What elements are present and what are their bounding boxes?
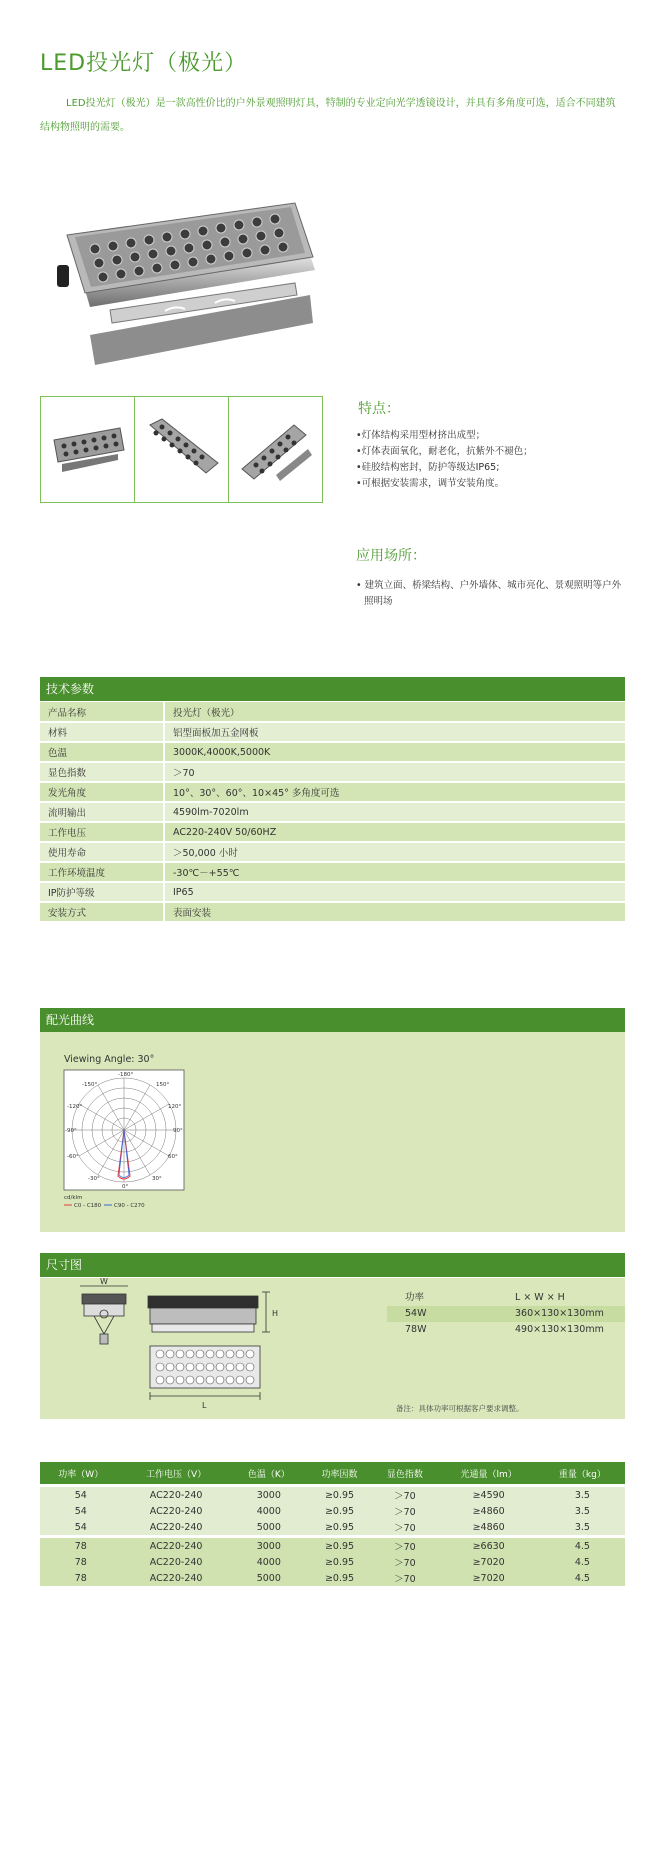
curve-panel: [40, 1032, 625, 1232]
spec-value: ＞70: [164, 762, 625, 782]
spec-key: 安装方式: [40, 902, 164, 922]
table-header-row: [40, 1462, 625, 1484]
table-cell: AC220-240: [122, 1538, 231, 1554]
tech-section-header: 技术参数: [40, 677, 625, 701]
table-row: [40, 762, 625, 782]
spec-value: 10°、30°、60°、10×45° 多角度可选: [164, 782, 625, 802]
tech-spec-table: [40, 702, 625, 923]
spec-value: 表面安装: [164, 902, 625, 922]
dimension-drawing: [40, 1278, 390, 1419]
table-cell: ＞70: [372, 1570, 437, 1586]
table-row: [40, 842, 625, 862]
column-header: 光通量（lm）: [438, 1462, 540, 1484]
applications-title: 应用场所：: [356, 548, 426, 564]
dim-power: 54W: [405, 1308, 427, 1319]
table-cell: ≥0.95: [307, 1503, 372, 1519]
table-cell: 4.5: [540, 1538, 625, 1554]
applications-list: [356, 578, 626, 610]
spec-key: 显色指数: [40, 762, 164, 782]
table-cell: 4000: [231, 1554, 307, 1570]
thumbnail-front[interactable]: [41, 397, 135, 502]
spec-key: 材料: [40, 722, 164, 742]
product-hero-image: [55, 195, 365, 365]
angle-label: -150°: [82, 1082, 98, 1088]
dim-power: 78W: [405, 1324, 427, 1335]
table-row: [40, 822, 625, 842]
table-row: [387, 1306, 625, 1322]
unit-label: cd/klm: [64, 1195, 83, 1201]
height-label: H: [272, 1309, 279, 1318]
spec-value: 投光灯（极光）: [164, 702, 625, 722]
angle-label: -180°: [118, 1072, 134, 1078]
table-cell: AC220-240: [122, 1570, 231, 1586]
table-cell: ≥0.95: [307, 1519, 372, 1535]
table-cell: ≥0.95: [307, 1487, 372, 1503]
list-item: •可根据安装需求，调节安装角度。: [356, 478, 505, 489]
table-cell: 78: [40, 1570, 122, 1586]
spec-key: 工作环境温度: [40, 862, 164, 882]
dim-header-power: 功率: [405, 1292, 425, 1303]
thumbnail-top[interactable]: [135, 397, 229, 502]
table-cell: ≥0.95: [307, 1570, 372, 1586]
table-cell: ≥4860: [438, 1503, 540, 1519]
table-cell: 54: [40, 1503, 122, 1519]
features-list: [356, 428, 533, 492]
table-cell: AC220-240: [122, 1554, 231, 1570]
table-cell: 4.5: [540, 1570, 625, 1586]
table-cell: 5000: [231, 1519, 307, 1535]
column-header: 显色指数: [372, 1462, 437, 1484]
polar-curve-chart: [40, 1032, 625, 1232]
dimension-section-header: 尺寸图: [40, 1253, 625, 1277]
legend-c90: C90 - C270: [114, 1203, 145, 1209]
table-cell: AC220-240: [122, 1487, 231, 1503]
table-cell: ＞70: [372, 1538, 437, 1554]
table-cell: ≥4860: [438, 1519, 540, 1535]
spec-key: 使用寿命: [40, 842, 164, 862]
table-cell: ≥0.95: [307, 1554, 372, 1570]
angle-label: 120°: [168, 1104, 182, 1110]
intro-paragraph: LED投光灯（极光）是一款高性价比的户外景观照明灯具，特制的专业定向光学透镜设计，并具有多角度可选，适合不同建筑结构物照明的需要。: [40, 98, 616, 133]
table-row: [40, 862, 625, 882]
spec-value: 4590lm-7020lm: [164, 802, 625, 822]
spec-key: 流明输出: [40, 802, 164, 822]
table-row: [387, 1290, 625, 1306]
column-header: 重量（kg）: [540, 1462, 625, 1484]
table-cell: ＞70: [372, 1503, 437, 1519]
angle-label: 0°: [122, 1184, 129, 1190]
table-row: [40, 782, 625, 802]
width-label: W: [100, 1278, 108, 1286]
spec-value: 3000K,4000K,5000K: [164, 742, 625, 762]
list-item: •硅胶结构密封，防护等级达IP65;: [356, 462, 500, 473]
table-row: [40, 1487, 625, 1503]
table-row: [40, 802, 625, 822]
spec-value: -30℃－+55℃: [164, 862, 625, 882]
table-cell: 3000: [231, 1538, 307, 1554]
table-cell: ≥6630: [438, 1538, 540, 1554]
spec-value: IP65: [164, 882, 625, 902]
angle-label: -30°: [88, 1176, 100, 1182]
dim-header-lwh: L × W × H: [515, 1292, 565, 1303]
table-row: [40, 1519, 625, 1535]
list-item: •灯体表面氧化，耐老化，抗紫外不褪色；: [356, 446, 533, 457]
table-cell: 3.5: [540, 1487, 625, 1503]
table-cell: ≥0.95: [307, 1538, 372, 1554]
angle-label: 150°: [156, 1082, 170, 1088]
spec-value: ＞50,000 小时: [164, 842, 625, 862]
thumbnail-side[interactable]: [229, 397, 322, 502]
spec-value: 铝型面板加五金网板: [164, 722, 625, 742]
table-row: [40, 882, 625, 902]
table-cell: ＞70: [372, 1554, 437, 1570]
table-cell: ≥7020: [438, 1570, 540, 1586]
table-cell: 5000: [231, 1570, 307, 1586]
dim-size: 360×130×130mm: [515, 1308, 604, 1319]
column-header: 工作电压（V）: [122, 1462, 231, 1484]
performance-table: [40, 1462, 625, 1586]
dim-size: 490×130×130mm: [515, 1324, 604, 1335]
viewing-angle-label: Viewing Angle: 30°: [64, 1054, 155, 1065]
legend-c0: C0 - C180: [74, 1203, 102, 1209]
table-row: [40, 722, 625, 742]
table-row: [40, 1503, 625, 1519]
spec-key: IP防护等级: [40, 882, 164, 902]
table-cell: 3.5: [540, 1503, 625, 1519]
table-cell: ＞70: [372, 1487, 437, 1503]
angle-label: 30°: [152, 1176, 162, 1182]
table-cell: 3.5: [540, 1519, 625, 1535]
column-header: 色温（K）: [231, 1462, 307, 1484]
features-title: 特点：: [358, 401, 400, 417]
curve-section-header: 配光曲线: [40, 1008, 625, 1032]
angle-label: -120°: [67, 1104, 83, 1110]
table-row: [40, 702, 625, 722]
table-cell: 78: [40, 1554, 122, 1570]
length-label: L: [202, 1401, 207, 1410]
table-cell: 3000: [231, 1487, 307, 1503]
spec-key: 色温: [40, 742, 164, 762]
list-item: •灯体结构采用型材挤出成型；: [356, 430, 486, 441]
dimension-note: 备注：具体功率可根据客户要求调整。: [396, 1404, 524, 1413]
table-cell: ＞70: [372, 1519, 437, 1535]
table-cell: 78: [40, 1538, 122, 1554]
angle-label: -60°: [67, 1154, 79, 1160]
table-row: [40, 1538, 625, 1554]
column-header: 功率因数: [307, 1462, 372, 1484]
page-title: LED投光灯（极光）: [40, 51, 248, 76]
dimension-table: [387, 1290, 625, 1338]
table-cell: 54: [40, 1487, 122, 1503]
table-row: [40, 1554, 625, 1570]
product-thumbnails: [40, 396, 323, 503]
table-cell: 4000: [231, 1503, 307, 1519]
spec-key: 工作电压: [40, 822, 164, 842]
column-header: 功率（W）: [40, 1462, 122, 1484]
table-cell: ≥4590: [438, 1487, 540, 1503]
list-item: • 建筑立面、桥梁结构、户外墙体、城市亮化、景观照明等户外照明场: [356, 580, 622, 607]
table-row: [387, 1322, 625, 1338]
spec-value: AC220-240V 50/60HZ: [164, 822, 625, 842]
table-cell: ≥7020: [438, 1554, 540, 1570]
table-row: [40, 902, 625, 922]
angle-label: 90°: [173, 1128, 183, 1134]
table-cell: AC220-240: [122, 1503, 231, 1519]
angle-label: -90°: [65, 1128, 77, 1134]
table-row: [40, 742, 625, 762]
table-row: [40, 1570, 625, 1586]
spec-key: 产品名称: [40, 702, 164, 722]
spec-key: 发光角度: [40, 782, 164, 802]
table-cell: 4.5: [540, 1554, 625, 1570]
table-cell: 54: [40, 1519, 122, 1535]
angle-label: 60°: [168, 1154, 178, 1160]
table-cell: AC220-240: [122, 1519, 231, 1535]
